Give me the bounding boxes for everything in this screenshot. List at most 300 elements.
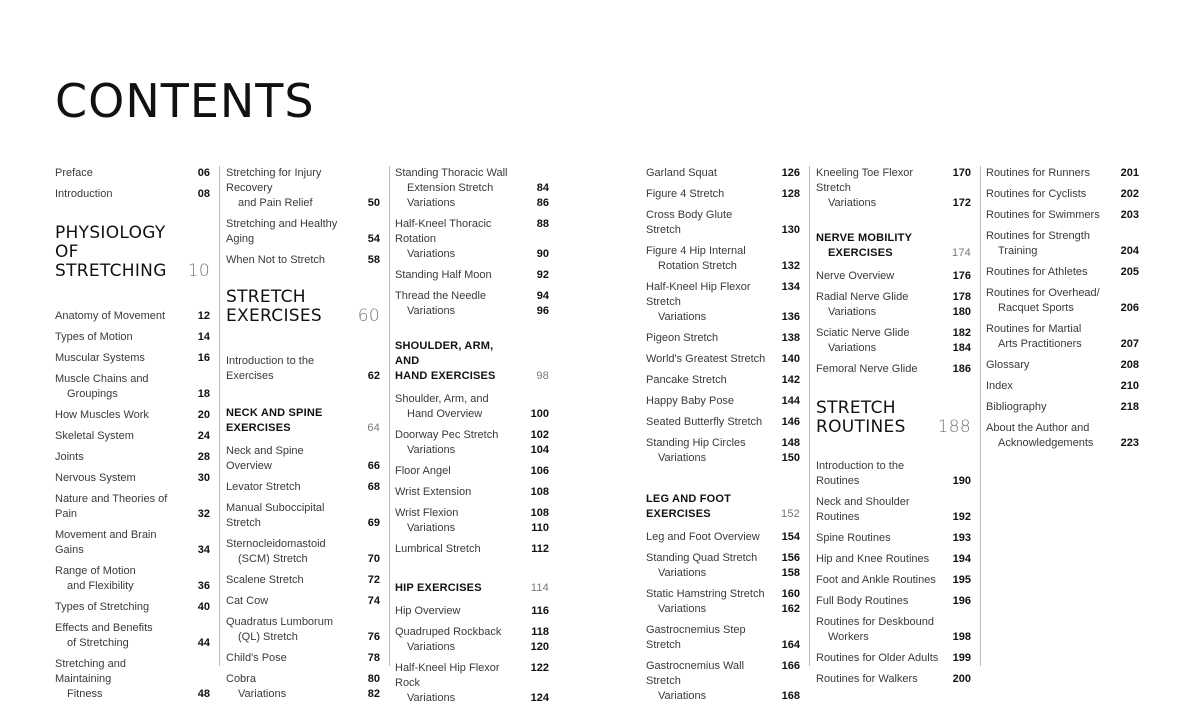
toc-entry-title-line: Wrist Extension: [395, 486, 472, 498]
part-heading-stretch-exercises[interactable]: [226, 288, 384, 326]
toc-entry-title-line: Muscle Chains and: [55, 373, 149, 385]
toc-entry-title-line: Standing Thoracic Wall: [395, 167, 508, 179]
toc-entry-title-line: Routines for Athletes: [986, 266, 1088, 278]
toc-page-number: 146: [781, 416, 800, 428]
toc-entry-title: [986, 265, 1143, 280]
toc-entry-title: [816, 495, 975, 525]
toc-subentry-title: Variations: [407, 641, 456, 653]
toc-entry[interactable]: [646, 415, 804, 430]
toc-entry-title-line: World's Greatest Stretch: [646, 353, 766, 365]
toc-entry[interactable]: [226, 444, 384, 474]
toc-page-number: 44: [197, 637, 210, 649]
toc-entry[interactable]: [55, 657, 214, 702]
toc-entry-title: [646, 166, 804, 181]
toc-entry[interactable]: [55, 450, 214, 465]
toc-subentry-page-number: 162: [781, 603, 800, 615]
part-page-number: 10: [187, 261, 210, 281]
toc-page-number: 16: [197, 352, 210, 364]
toc-entry[interactable]: [55, 309, 214, 324]
toc-page-number: 178: [952, 291, 971, 303]
toc-entry-title-line: Happy Baby Pose: [646, 395, 735, 407]
toc-page-number: 108: [530, 486, 549, 498]
toc-subentry-title: Variations: [658, 690, 707, 702]
toc-entry-title: [226, 573, 384, 588]
toc-entry[interactable]: [646, 208, 804, 238]
toc-entry-title: [395, 604, 553, 619]
toc-entry-title-line: Introduction: [55, 188, 113, 200]
toc-entry[interactable]: [395, 485, 553, 500]
toc-subentry-title: Variations: [407, 248, 456, 260]
toc-entry-title-line: Half-Kneel Hip Flexor Rock: [395, 662, 500, 689]
toc-entry-title-line: Anatomy of Movement: [55, 310, 166, 322]
toc-entry[interactable]: [986, 379, 1143, 394]
toc-entry-title-line: Neck and Shoulder Routines: [816, 496, 910, 523]
toc-entry-title-line: Femoral Nerve Glide: [816, 363, 918, 375]
toc-entry[interactable]: [55, 429, 214, 444]
toc-entry[interactable]: [646, 352, 804, 367]
toc-subentry-page-number: 180: [952, 306, 971, 318]
toc-subentry-page-number: 110: [531, 522, 549, 534]
toc-entry[interactable]: [646, 623, 804, 653]
toc-page-number: 78: [367, 652, 380, 664]
toc-entry-title-line: Manual Suboccipital Stretch: [226, 502, 325, 529]
toc-entry-title-line: Racquet Sports: [998, 302, 1074, 314]
toc-entry-title-line: Arts Practitioners: [998, 338, 1082, 350]
toc-entry-title: [646, 415, 804, 430]
toc-entry-title-line: Cobra: [226, 673, 256, 685]
column-divider: [980, 166, 981, 666]
toc-entry[interactable]: [226, 594, 384, 609]
toc-entry-title-line: Hand Overview: [407, 408, 483, 420]
toc-entry[interactable]: [646, 331, 804, 346]
toc-page-number: 76: [367, 631, 380, 643]
column-divider: [389, 166, 390, 666]
toc-entry[interactable]: [55, 600, 214, 615]
toc-entry-title-line: of Stretching: [67, 637, 129, 649]
toc-entry[interactable]: [55, 372, 214, 402]
toc-entry-title-line: Full Body Routines: [816, 595, 909, 607]
toc-entry[interactable]: [395, 604, 553, 619]
toc-page-number: 116: [531, 605, 549, 617]
toc-entry-title-line: Levator Stretch: [226, 481, 301, 493]
toc-entry-title-line: Figure 4 Hip Internal: [646, 245, 746, 257]
toc-entry[interactable]: [986, 358, 1143, 373]
toc-entry-title-line: Thread the Needle: [395, 290, 487, 302]
toc-entry-title: [986, 187, 1143, 202]
section-heading-line: EXERCISES: [226, 422, 291, 434]
toc-page-number: 186: [952, 363, 971, 375]
toc-page-number: 126: [781, 167, 800, 179]
toc-entry-title-line: Stretching and Healthy Aging: [226, 218, 338, 245]
toc-entry-title-line: Kneeling Toe Flexor Stretch: [816, 167, 914, 194]
toc-entry[interactable]: [395, 506, 553, 536]
toc-entry-title: [55, 187, 214, 202]
toc-page-number: 54: [367, 233, 380, 245]
toc-entry-title: [395, 268, 553, 283]
toc-entry-title: [55, 471, 214, 486]
toc-entry[interactable]: [226, 651, 384, 666]
toc-column-6: [986, 166, 1148, 457]
part-heading-line: OF: [55, 242, 79, 262]
toc-entry-title-line: Neck and Spine Overview: [226, 445, 304, 472]
toc-entry[interactable]: [986, 208, 1143, 223]
toc-entry-title-line: Quadratus Lumborum: [226, 616, 333, 628]
toc-entry-title-line: Stretching and Maintaining: [55, 658, 126, 685]
toc-entry-title: [646, 551, 804, 566]
toc-entry-title: [646, 280, 804, 310]
toc-entry[interactable]: [226, 480, 384, 495]
toc-entry-title-line: Glossary: [986, 359, 1030, 371]
toc-entry[interactable]: [816, 573, 975, 588]
toc-entry-title-line: Sciatic Nerve Glide: [816, 327, 910, 339]
toc-entry-title: [55, 351, 214, 366]
section-heading-hip[interactable]: [395, 581, 553, 596]
toc-entry[interactable]: [646, 373, 804, 388]
toc-page-number: 84: [536, 182, 549, 194]
toc-entry-title: [55, 657, 214, 702]
toc-entry-title-line: Figure 4 Stretch: [646, 188, 725, 200]
column-divider: [809, 166, 810, 666]
toc-entry[interactable]: [226, 217, 384, 247]
toc-page-number: 58: [367, 254, 380, 266]
toc-entry-title: [55, 600, 214, 615]
toc-page-number: 138: [781, 332, 800, 344]
toc-entry-title: [986, 400, 1143, 415]
toc-subentry-page-number: 104: [530, 444, 549, 456]
part-page-number: 60: [357, 306, 380, 326]
toc-subentry-page-number: 120: [530, 641, 549, 653]
column-divider: [219, 166, 220, 666]
toc-entry[interactable]: [395, 464, 553, 479]
toc-page-number: 70: [367, 553, 380, 565]
toc-page-number: 12: [197, 310, 210, 322]
toc-entry[interactable]: [226, 672, 384, 702]
toc-page-number: 130: [781, 224, 800, 236]
toc-entry-title-line: Standing Hip Circles: [646, 437, 746, 449]
toc-entry-title-line: (SCM) Stretch: [238, 553, 308, 565]
toc-page-number: 28: [197, 451, 210, 463]
toc-subentry-title: Variations: [238, 688, 287, 700]
toc-subentry-page-number: 136: [781, 311, 800, 323]
toc-page-number: 48: [197, 688, 210, 700]
toc-entry[interactable]: [816, 166, 975, 211]
toc-entry[interactable]: [55, 166, 214, 181]
toc-entry-title-line: Standing Quad Stretch: [646, 552, 758, 564]
toc-subentry-title: Variations: [658, 311, 707, 323]
toc-entry-title-line: Scalene Stretch: [226, 574, 304, 586]
toc-page-number: 198: [952, 631, 971, 643]
toc-entry-title: [816, 594, 975, 609]
toc-entry[interactable]: [816, 552, 975, 567]
toc-page-number: 132: [781, 260, 800, 272]
toc-entry-title: [816, 672, 975, 687]
toc-entry-title: [816, 615, 975, 645]
toc-entry-title: [816, 326, 975, 341]
toc-entry-title-line: Spine Routines: [816, 532, 891, 544]
toc-entry[interactable]: [395, 217, 553, 262]
part-heading-stretch-routines[interactable]: [816, 399, 975, 437]
toc-entry-title-line: Garland Squat: [646, 167, 717, 179]
toc-entry-title: [395, 506, 553, 521]
toc-entry-title-line: About the Author and: [986, 422, 1090, 434]
toc-entry-title: [646, 587, 804, 602]
toc-column-5: [816, 166, 980, 693]
toc-entry-title: [395, 392, 553, 422]
toc-entry-title-line: Types of Motion: [55, 331, 133, 343]
toc-page-number: 204: [1120, 245, 1139, 257]
toc-entry[interactable]: [395, 289, 553, 319]
toc-entry-title: [395, 464, 553, 479]
section-heading-line: EXERCISES: [646, 508, 711, 520]
toc-page-number: 203: [1120, 209, 1139, 221]
toc-entry[interactable]: [816, 594, 975, 609]
toc-subentry-page-number: 86: [536, 197, 549, 209]
toc-entry[interactable]: [55, 621, 214, 651]
toc-entry-title-line: Gastrocnemius Step Stretch: [646, 624, 746, 651]
toc-entry-title-line: Wrist Flexion: [395, 507, 459, 519]
toc-subentry-page-number: 82: [367, 688, 380, 700]
toc-entry[interactable]: [395, 542, 553, 557]
toc-page-number: 166: [781, 660, 800, 672]
toc-entry-title: [646, 623, 804, 653]
toc-entry-title: [646, 530, 804, 545]
toc-entry[interactable]: [55, 351, 214, 366]
toc-entry[interactable]: [986, 421, 1143, 451]
toc-entry[interactable]: [816, 326, 975, 356]
section-page-number: 64: [367, 422, 380, 434]
toc-entry[interactable]: [55, 408, 214, 423]
toc-page-number: 205: [1120, 266, 1139, 278]
toc-page-number: 106: [530, 465, 549, 477]
toc-subentry-title: Variations: [658, 452, 707, 464]
toc-entry[interactable]: [816, 651, 975, 666]
toc-entry-title-line: How Muscles Work: [55, 409, 149, 421]
toc-entry[interactable]: [55, 471, 214, 486]
toc-entry[interactable]: [816, 290, 975, 320]
toc-entry[interactable]: [226, 501, 384, 531]
toc-page-number: 218: [1120, 401, 1139, 413]
toc-entry-title: [55, 309, 214, 324]
toc-entry-title: [986, 358, 1143, 373]
toc-entry-title: [55, 166, 214, 181]
toc-entry-title-line: Routines for Runners: [986, 167, 1090, 179]
toc-page-number: 200: [952, 673, 971, 685]
toc-page-number: 201: [1120, 167, 1139, 179]
toc-entry-title: [55, 330, 214, 345]
toc-entry-title: [55, 492, 214, 522]
toc-entry[interactable]: [226, 615, 384, 645]
toc-entry-title-line: Floor Angel: [395, 465, 451, 477]
toc-page-number: 154: [781, 531, 800, 543]
toc-entry[interactable]: [816, 615, 975, 645]
toc-entry[interactable]: [816, 531, 975, 546]
toc-entry[interactable]: [395, 661, 553, 706]
toc-page-number: 128: [781, 188, 800, 200]
toc-entry-title-line: Movement and Brain Gains: [55, 529, 157, 556]
toc-subentry-title: Variations: [658, 603, 707, 615]
toc-subentry-page-number: 90: [536, 248, 549, 260]
toc-entry-title-line: Routines for Older Adults: [816, 652, 939, 664]
toc-entry-title-line: Doorway Pec Stretch: [395, 429, 499, 441]
toc-entry-title-line: Static Hamstring Stretch: [646, 588, 765, 600]
toc-page-number: 160: [781, 588, 800, 600]
toc-entry-title-line: Types of Stretching: [55, 601, 150, 613]
toc-page-number: 36: [197, 580, 210, 592]
toc-subentry-title: Variations: [828, 306, 877, 318]
toc-entry[interactable]: [226, 253, 384, 268]
toc-page-number: 69: [367, 517, 380, 529]
toc-entry[interactable]: [226, 354, 384, 384]
toc-page-number: 207: [1120, 338, 1139, 350]
toc-entry-title: [226, 253, 384, 268]
toc-entry[interactable]: [395, 392, 553, 422]
toc-entry[interactable]: [646, 551, 804, 581]
toc-entry-title: [816, 166, 975, 196]
page-title: CONTENTS: [55, 74, 315, 128]
section-heading-leg-foot[interactable]: [646, 492, 804, 522]
toc-page-number: 06: [197, 167, 210, 179]
part-heading-physiology[interactable]: [55, 224, 214, 281]
toc-entry[interactable]: [226, 573, 384, 588]
toc-entry[interactable]: [646, 659, 804, 704]
toc-entry-title: [986, 286, 1143, 316]
toc-entry[interactable]: [986, 187, 1143, 202]
toc-entry-title: [816, 362, 975, 377]
toc-entry-title-line: Routines for Deskbound: [816, 616, 935, 628]
toc-entry-title-line: Joints: [55, 451, 84, 463]
toc-entry[interactable]: [395, 166, 553, 211]
toc-entry[interactable]: [55, 187, 214, 202]
toc-subentry-title: Variations: [407, 197, 456, 209]
toc-subentry-title: Variations: [828, 342, 877, 354]
toc-entry[interactable]: [986, 265, 1143, 280]
part-heading-line: EXERCISES: [226, 306, 323, 326]
toc-entry[interactable]: [55, 564, 214, 594]
section-heading-line: NERVE MOBILITY: [816, 232, 913, 244]
toc-entry-title: [395, 625, 553, 640]
section-page-number: 114: [530, 582, 549, 594]
toc-entry[interactable]: [816, 672, 975, 687]
section-heading-line: NECK AND SPINE: [226, 407, 323, 419]
toc-entry[interactable]: [646, 244, 804, 274]
toc-entry-title: [816, 290, 975, 305]
toc-page-number: 30: [197, 472, 210, 484]
toc-entry[interactable]: [816, 362, 975, 377]
toc-entry-title-line: Radial Nerve Glide: [816, 291, 909, 303]
toc-entry[interactable]: [646, 530, 804, 545]
toc-entry-title-line: Hip and Knee Routines: [816, 553, 930, 565]
toc-page-number: 194: [952, 553, 971, 565]
toc-entry-title-line: Routines for Walkers: [816, 673, 918, 685]
toc-entry-title: [395, 289, 553, 304]
section-heading-neck-spine[interactable]: [226, 406, 384, 436]
toc-entry[interactable]: [55, 528, 214, 558]
toc-entry-title-line: Range of Motion: [55, 565, 136, 577]
toc-entry-title: [226, 594, 384, 609]
toc-entry[interactable]: [646, 436, 804, 466]
toc-entry[interactable]: [986, 400, 1143, 415]
toc-entry-title: [226, 672, 384, 687]
toc-entry-title-line: Effects and Benefits: [55, 622, 153, 634]
toc-entry[interactable]: [816, 495, 975, 525]
toc-subentry-page-number: 168: [781, 690, 800, 702]
toc-page-number: 20: [197, 409, 210, 421]
toc-entry[interactable]: [646, 187, 804, 202]
toc-entry-title: [646, 187, 804, 202]
toc-entry[interactable]: [646, 166, 804, 181]
toc-entry-title-line: Leg and Foot Overview: [646, 531, 760, 543]
toc-entry-title-line: Acknowledgements: [998, 437, 1094, 449]
toc-entry-title: [55, 621, 214, 651]
section-heading-line: EXERCISES: [828, 247, 893, 259]
toc-entry-title: [646, 331, 804, 346]
toc-entry[interactable]: [55, 492, 214, 522]
toc-entry[interactable]: [986, 322, 1143, 352]
toc-column-2: [226, 166, 389, 708]
toc-entry-title-line: Bibliography: [986, 401, 1047, 413]
toc-subentry-title: Variations: [407, 444, 456, 456]
part-heading-line: ROUTINES: [816, 417, 906, 437]
toc-page-number: 170: [952, 167, 971, 179]
toc-entry[interactable]: [646, 394, 804, 409]
toc-page-number: 40: [197, 601, 210, 613]
toc-entry-title: [55, 528, 214, 558]
toc-subentry-page-number: 150: [781, 452, 800, 464]
section-heading-shoulder-arm-hand[interactable]: [395, 339, 553, 384]
toc-page-number: 92: [536, 269, 549, 281]
toc-entry-title-line: Lumbrical Stretch: [395, 543, 481, 555]
toc-page-number: 18: [197, 388, 210, 400]
toc-page-number: 72: [367, 574, 380, 586]
toc-entry[interactable]: [226, 166, 384, 211]
toc-entry[interactable]: [395, 428, 553, 458]
toc-entry-title: [646, 352, 804, 367]
toc-column-4: [646, 166, 809, 710]
toc-entry-title: [226, 651, 384, 666]
toc-entry[interactable]: [816, 269, 975, 284]
toc-entry-title: [986, 208, 1143, 223]
toc-entry[interactable]: [395, 268, 553, 283]
toc-page-number: 14: [197, 331, 210, 343]
toc-entry-title-line: Foot and Ankle Routines: [816, 574, 936, 586]
toc-entry[interactable]: [986, 229, 1143, 259]
toc-entry-title: [395, 217, 553, 247]
toc-entry-title-line: Skeletal System: [55, 430, 134, 442]
toc-entry[interactable]: [395, 625, 553, 655]
toc-entry-title-line: Workers: [828, 631, 869, 643]
toc-entry-title-line: Routines for Strength: [986, 230, 1090, 242]
toc-entry[interactable]: [986, 166, 1143, 181]
toc-entry[interactable]: [226, 537, 384, 567]
toc-entry[interactable]: [646, 587, 804, 617]
toc-page-number: 112: [531, 543, 549, 555]
part-heading-line: STRETCH: [816, 398, 896, 418]
toc-entry-title-line: Stretching for Injury Recovery: [226, 167, 322, 194]
toc-entry-title: [226, 615, 384, 645]
toc-entry-title: [646, 244, 804, 274]
toc-entry-title-line: Routines for Overhead/: [986, 287, 1100, 299]
toc-entry[interactable]: [816, 459, 975, 489]
toc-entry[interactable]: [55, 330, 214, 345]
section-heading-nerve-mobility[interactable]: [816, 231, 975, 261]
toc-entry[interactable]: [986, 286, 1143, 316]
toc-entry-title-line: Preface: [55, 167, 93, 179]
toc-entry[interactable]: [646, 280, 804, 325]
section-page-number: 98: [536, 370, 549, 382]
toc-entry-title-line: Gastrocnemius Wall Stretch: [646, 660, 745, 687]
toc-entry-title: [646, 659, 804, 689]
toc-entry-title: [816, 269, 975, 284]
